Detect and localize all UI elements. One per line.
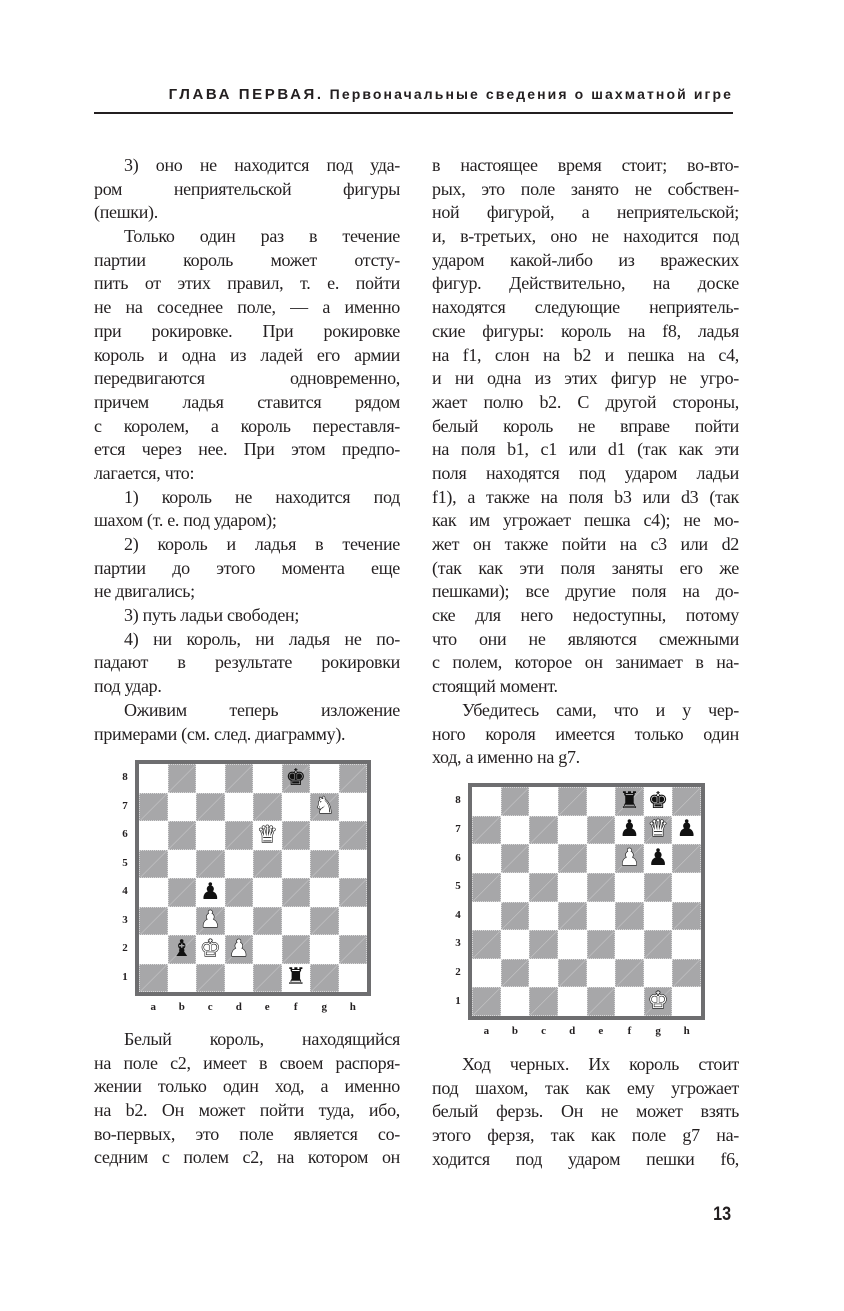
black-pawn-icon: ♟	[676, 816, 697, 843]
square-h6	[672, 844, 701, 873]
file-label: e	[264, 1001, 270, 1013]
text-line: ром неприятельской фигуры	[94, 178, 400, 199]
square-g1	[310, 964, 339, 993]
text-line: во-первых, это поле является со-	[94, 1123, 400, 1144]
text-line: 3) путь ладьи свободен;	[124, 605, 300, 626]
square-f6	[282, 821, 311, 850]
square-h7	[672, 816, 701, 845]
file-label: g	[321, 1001, 327, 1013]
square-h8	[672, 787, 701, 816]
rank-label: 4	[455, 908, 461, 921]
paragraph	[94, 486, 400, 533]
square-b3	[501, 930, 530, 959]
square-f7	[282, 793, 311, 822]
square-a5	[139, 850, 168, 879]
square-e8	[587, 787, 616, 816]
square-a5	[472, 873, 501, 902]
white-pawn-icon: ♟	[199, 907, 221, 934]
paragraph	[432, 154, 739, 699]
square-d2	[558, 959, 587, 988]
black-pawn-icon: ♟	[647, 845, 669, 872]
square-g2	[310, 935, 339, 964]
text-line: в настоящее время стоит; во-вто-	[432, 155, 739, 175]
text-line: ске для него недоступны, потому	[432, 605, 739, 626]
square-c6	[529, 844, 558, 873]
square-f3	[615, 930, 644, 959]
square-h5	[672, 873, 701, 902]
rank-label: 2	[122, 942, 128, 955]
square-b4	[501, 902, 530, 931]
rank-label: 5	[455, 880, 461, 893]
white-knight-icon: ♞	[313, 793, 335, 820]
paragraph	[94, 1028, 400, 1170]
square-g6	[644, 844, 673, 873]
black-bishop-icon: ♝	[171, 935, 193, 962]
square-b1	[168, 964, 197, 993]
left-column-top-text	[94, 154, 400, 746]
black-rook-icon: ♜	[619, 787, 640, 814]
rank-label: 8	[122, 771, 128, 784]
text-line: стоящий момент.	[432, 676, 558, 697]
rank-label: 7	[122, 799, 128, 812]
file-label: h	[349, 1001, 356, 1013]
square-c5	[196, 850, 225, 879]
rank-label: 6	[455, 851, 461, 864]
square-a3	[139, 907, 168, 936]
text-line: Только один раз в течение	[124, 226, 400, 247]
chessboard	[135, 760, 371, 996]
rank-label: 3	[122, 913, 128, 926]
square-d4	[225, 878, 254, 907]
file-label: b	[511, 1025, 518, 1037]
square-a1	[139, 964, 168, 993]
square-h2	[672, 959, 701, 988]
square-a8	[139, 764, 168, 793]
square-e2	[587, 959, 616, 988]
text-line: при рокировке. При рокировке	[94, 320, 400, 341]
square-a7	[472, 816, 501, 845]
text-line: примерами (см. след. диаграмму).	[94, 723, 346, 744]
text-line: 1) король не находится под	[124, 486, 400, 507]
square-d4	[558, 902, 587, 931]
square-g7	[310, 793, 339, 822]
chapter-title: Первоначальные сведения о шахматной игре	[329, 86, 733, 102]
black-rook-icon: ♜	[285, 964, 307, 991]
text-line: на b2. Он может пойти туда, ибо,	[94, 1100, 400, 1121]
square-f1	[282, 964, 311, 993]
square-d8	[225, 764, 254, 793]
square-h3	[672, 930, 701, 959]
text-line: причем ладья ставится рядом	[94, 391, 400, 412]
square-a7	[139, 793, 168, 822]
text-line: ной фигурой, а неприятельской;	[432, 202, 739, 223]
text-line: с полем, которое он занимает в на-	[432, 652, 739, 673]
text-line: (пешки).	[94, 202, 158, 223]
square-h1	[672, 987, 701, 1016]
square-e2	[253, 935, 282, 964]
paragraph	[94, 628, 400, 699]
square-c8	[529, 787, 558, 816]
square-e5	[587, 873, 616, 902]
text-line: 3) оно не находится под уда-	[124, 155, 400, 175]
file-label: e	[598, 1025, 604, 1037]
text-line: и ни одна из этих фигур не угро-	[432, 368, 739, 389]
text-line: ется через нее. При этом предпо-	[94, 439, 400, 460]
square-f6	[615, 844, 644, 873]
square-f3	[282, 907, 311, 936]
square-b7	[501, 816, 530, 845]
square-h6	[339, 821, 368, 850]
square-e5	[253, 850, 282, 879]
chapter-label: ГЛАВА ПЕРВАЯ.	[168, 86, 324, 103]
square-d1	[225, 964, 254, 993]
file-label: d	[235, 1001, 242, 1013]
text-line: пить от этих правил, т. е. пойти	[94, 273, 400, 294]
square-d6	[225, 821, 254, 850]
square-b4	[168, 878, 197, 907]
paragraph	[94, 225, 400, 486]
square-g6	[310, 821, 339, 850]
paragraph	[432, 1053, 739, 1171]
square-c5	[529, 873, 558, 902]
text-line: жает полю b2. С другой стороны,	[432, 391, 739, 412]
text-line: под шахом, так как ему угрожает	[432, 1077, 739, 1098]
square-e7	[253, 793, 282, 822]
header-rule	[94, 112, 733, 114]
square-c2	[196, 935, 225, 964]
square-h5	[339, 850, 368, 879]
file-label: c	[207, 1001, 213, 1013]
square-d7	[225, 793, 254, 822]
square-b5	[501, 873, 530, 902]
square-a2	[139, 935, 168, 964]
text-line: на поле c2, имеет в своем распоря-	[94, 1052, 400, 1073]
text-line: под удар.	[94, 676, 162, 697]
text-line: и, в-третьих, оно не находится под	[432, 226, 739, 247]
square-e3	[587, 930, 616, 959]
right-column-top-text	[432, 154, 739, 770]
white-queen-icon: ♛	[256, 821, 278, 848]
square-b1	[501, 987, 530, 1016]
square-a4	[472, 902, 501, 931]
square-a2	[472, 959, 501, 988]
square-e1	[587, 987, 616, 1016]
paragraph	[94, 604, 400, 628]
text-line: жет он также пойти на c3 или d2	[432, 534, 739, 554]
text-line: на f1, слон на b2 и пешка на c4,	[432, 344, 739, 365]
text-line: рых, это поле занято не собствен-	[432, 178, 739, 199]
square-f2	[282, 935, 311, 964]
square-c4	[196, 878, 225, 907]
square-h1	[339, 964, 368, 993]
square-c3	[196, 907, 225, 936]
square-g4	[644, 902, 673, 931]
square-c8	[196, 764, 225, 793]
square-a1	[472, 987, 501, 1016]
square-d5	[225, 850, 254, 879]
square-g1	[644, 987, 673, 1016]
square-e3	[253, 907, 282, 936]
square-a6	[472, 844, 501, 873]
square-a3	[472, 930, 501, 959]
white-king-icon: ♚	[199, 935, 221, 962]
text-line: не на соседнее поле, — а именно	[94, 297, 400, 318]
rank-label: 4	[122, 885, 128, 898]
paragraph	[432, 699, 739, 770]
square-b8	[501, 787, 530, 816]
text-line: ские фигуры: король на f8, ладья	[432, 320, 739, 341]
file-label: g	[655, 1025, 661, 1037]
rank-label: 6	[122, 828, 128, 841]
square-d3	[225, 907, 254, 936]
square-c6	[196, 821, 225, 850]
text-line: на поля b1, c1 или d1 (так как эти	[432, 439, 739, 460]
square-f4	[282, 878, 311, 907]
text-line: король и одна из ладей его армии	[94, 344, 400, 365]
paragraph	[94, 154, 400, 225]
text-line: как им угрожает пешка c4); не мо-	[432, 510, 739, 531]
black-pawn-icon: ♟	[619, 816, 640, 843]
square-d3	[558, 930, 587, 959]
square-d7	[558, 816, 587, 845]
text-line: белый ферзь. Он не может взять	[432, 1101, 739, 1122]
square-c7	[196, 793, 225, 822]
square-a6	[139, 821, 168, 850]
square-b6	[501, 844, 530, 873]
square-b3	[168, 907, 197, 936]
square-b2	[501, 959, 530, 988]
rank-label: 1	[122, 970, 128, 983]
square-f8	[282, 764, 311, 793]
square-a8	[472, 787, 501, 816]
text-line: 4) ни король, ни ладья не по-	[124, 628, 400, 649]
square-e7	[587, 816, 616, 845]
white-pawn-icon: ♟	[228, 935, 250, 962]
square-f8	[615, 787, 644, 816]
file-label: f	[627, 1025, 632, 1037]
square-e6	[587, 844, 616, 873]
text-line: с королем, а король переставля-	[94, 415, 400, 436]
text-line: ного короля имеется только один	[432, 723, 739, 744]
file-label: f	[293, 1001, 298, 1013]
text-line: белый король не вправе пойти	[432, 415, 739, 436]
text-line: ходится под ударом пешки f6,	[432, 1148, 739, 1169]
text-line: партии до этого момента еще	[94, 557, 400, 578]
square-g5	[310, 850, 339, 879]
right-column-bottom-text	[432, 1053, 739, 1171]
rank-label: 5	[122, 856, 128, 869]
square-e4	[253, 878, 282, 907]
text-line: Белый король, находящийся	[124, 1029, 400, 1049]
left-column-bottom-text	[94, 1028, 400, 1170]
rank-label: 1	[455, 994, 461, 1007]
square-f7	[615, 816, 644, 845]
text-line: падают в результате рокировки	[94, 652, 400, 673]
square-b7	[168, 793, 197, 822]
square-b5	[168, 850, 197, 879]
text-line: этого ферзя, так как поле g7 на-	[432, 1125, 739, 1146]
black-pawn-icon: ♟	[199, 878, 221, 905]
text-line: Оживим теперь изложение	[124, 699, 400, 720]
page-number: 13	[713, 1204, 731, 1225]
text-line: находятся следующие неприятель-	[432, 297, 739, 318]
text-line: Убедитесь сами, что и у чер-	[462, 699, 739, 720]
square-h4	[339, 878, 368, 907]
square-c4	[529, 902, 558, 931]
text-line: фигур. Действительно, на доске	[432, 273, 739, 294]
square-a4	[139, 878, 168, 907]
square-h4	[672, 902, 701, 931]
square-g4	[310, 878, 339, 907]
running-header	[94, 86, 733, 103]
text-line: жении только один ход, а именно	[94, 1076, 400, 1097]
square-c3	[529, 930, 558, 959]
square-h2	[339, 935, 368, 964]
white-queen-icon: ♛	[647, 816, 669, 843]
square-h7	[339, 793, 368, 822]
square-g7	[644, 816, 673, 845]
file-label: a	[150, 1001, 156, 1013]
square-c2	[529, 959, 558, 988]
text-line: пешками); все другие поля на до-	[432, 581, 739, 602]
square-e8	[253, 764, 282, 793]
text-line: ход, а именно на g7.	[432, 747, 580, 768]
square-c1	[196, 964, 225, 993]
text-line: не двигались;	[94, 581, 195, 602]
square-e1	[253, 964, 282, 993]
square-d6	[558, 844, 587, 873]
text-line: (так как эти поля заняты его же	[432, 557, 739, 578]
text-line: передвигаются одновременно,	[94, 368, 400, 389]
square-g8	[310, 764, 339, 793]
square-g3	[310, 907, 339, 936]
square-f5	[615, 873, 644, 902]
square-f5	[282, 850, 311, 879]
square-f1	[615, 987, 644, 1016]
square-c7	[529, 816, 558, 845]
file-label: d	[569, 1025, 576, 1037]
square-f2	[615, 959, 644, 988]
paragraph	[94, 533, 400, 604]
square-b8	[168, 764, 197, 793]
square-c1	[529, 987, 558, 1016]
square-d5	[558, 873, 587, 902]
text-line: 2) король и ладья в течение	[124, 534, 400, 554]
chessboard	[468, 783, 705, 1020]
white-pawn-icon: ♟	[619, 845, 640, 872]
rank-label: 8	[455, 794, 461, 807]
text-line: поля находятся под ударом ладьи	[432, 462, 739, 483]
square-h3	[339, 907, 368, 936]
text-line: шахом (т. е. под ударом);	[94, 510, 277, 531]
square-e4	[587, 902, 616, 931]
square-b6	[168, 821, 197, 850]
square-g2	[644, 959, 673, 988]
square-d1	[558, 987, 587, 1016]
text-line: Ход черных. Их король стоит	[462, 1054, 739, 1074]
text-line: f1), а также на поля b3 или d3 (так	[432, 486, 739, 507]
square-g3	[644, 930, 673, 959]
square-h8	[339, 764, 368, 793]
square-f4	[615, 902, 644, 931]
square-d2	[225, 935, 254, 964]
paragraph	[94, 699, 400, 746]
file-label: a	[483, 1025, 490, 1037]
text-line: лагается, что:	[94, 462, 195, 483]
file-label: h	[683, 1025, 690, 1037]
text-line: что они не являются смежными	[432, 628, 739, 649]
square-e6	[253, 821, 282, 850]
black-king-icon: ♚	[285, 764, 307, 791]
square-g5	[644, 873, 673, 902]
white-king-icon: ♚	[647, 988, 669, 1015]
rank-label: 2	[455, 966, 461, 979]
rank-label: 7	[455, 822, 461, 835]
square-g8	[644, 787, 673, 816]
text-line: седним с полем c2, на котором он	[94, 1147, 400, 1168]
file-label: c	[541, 1025, 546, 1037]
text-line: партии король может отсту-	[94, 249, 400, 270]
rank-label: 3	[455, 937, 461, 950]
square-b2	[168, 935, 197, 964]
file-label: b	[178, 1001, 185, 1013]
black-king-icon: ♚	[647, 787, 669, 814]
text-line: ударом какой-либо из вражеских	[432, 249, 739, 270]
square-d8	[558, 787, 587, 816]
